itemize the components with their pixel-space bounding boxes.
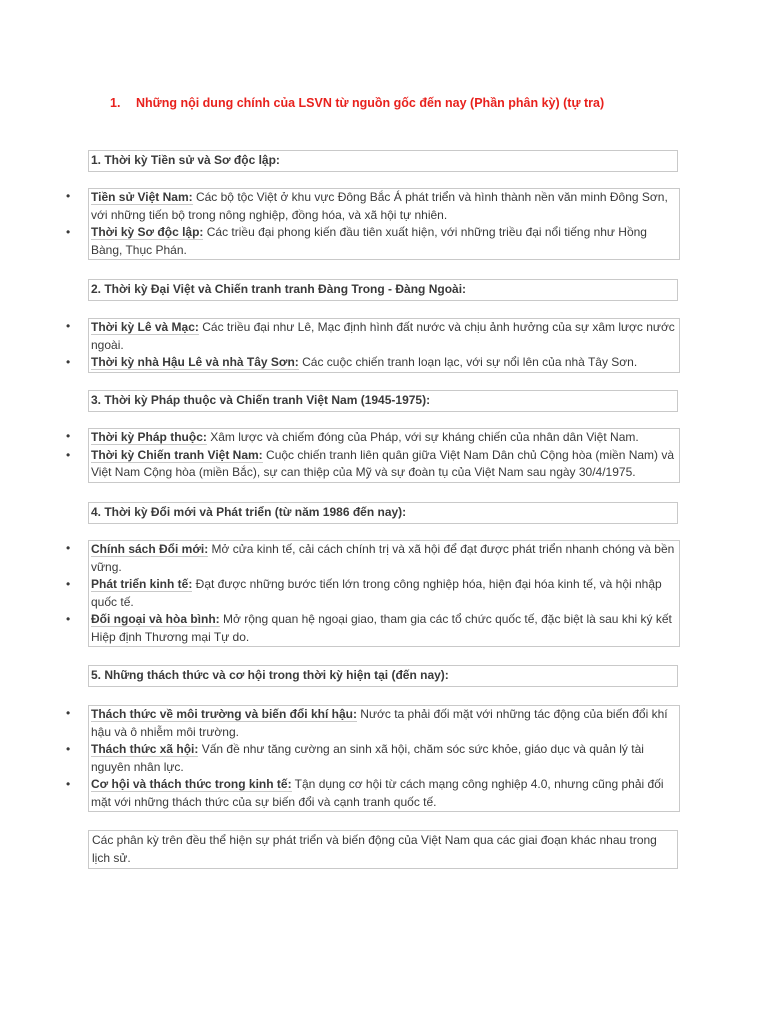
bullet-icon: • [66, 612, 71, 626]
bullet-icon: • [66, 706, 71, 720]
section-title-box-1 [88, 150, 678, 172]
item-term: Thời kỳ Pháp thuộc: [91, 430, 207, 444]
list-item [62, 188, 680, 224]
section-list-1 [62, 188, 680, 260]
section-list-2 [62, 318, 680, 373]
bullet-icon: • [66, 777, 71, 791]
item-text: Các bộ tộc Việt ở khu vực Đông Bắc Á phát triển và hình thành nền văn minh Đông Sơn, với những tiến bộ trong nông nghiệp, đồng hóa, và xã hội tự nhiên. [91, 190, 668, 222]
section-title-box-2 [88, 279, 678, 301]
item-term: Thời kỳ Chiến tranh Việt Nam: [91, 447, 263, 462]
item-term: Thời kỳ Lê và Mạc: [91, 320, 199, 334]
item-term: Thách thức xã hội: [91, 742, 199, 756]
section-title-box-3 [88, 390, 678, 412]
bullet-icon: • [66, 447, 71, 462]
section-title: 2. Thời kỳ Đại Việt và Chiến tranh tranh Đàng Trong - Đàng Ngoài: [91, 282, 467, 296]
conclusion-box [88, 830, 678, 869]
bullet-icon: • [66, 319, 71, 333]
section-list-3 [62, 428, 680, 483]
section-title-box-4 [88, 502, 678, 524]
list-item [62, 540, 680, 576]
item-term: Tiền sử Việt Nam: [91, 190, 193, 204]
bullet-icon: • [66, 742, 71, 756]
heading-text: Những nội dung chính của LSVN từ nguồn gốc đến nay (Phần phân kỳ) (tự tra) [136, 96, 605, 110]
item-text: Nước ta phải đối mặt với những tác động của biến đổi khí hậu và ô nhiễm môi trường. [91, 707, 668, 739]
item-term: Thời kỳ Sơ độc lập: [91, 225, 204, 239]
item-text: Mở rộng quan hệ ngoại giao, tham gia các tổ chức quốc tế, đặc biệt là sau khi ký kết Hiệp định Thương mại Tự do. [91, 612, 672, 644]
section-title: 5. Những thách thức và cơ hội trong thời kỳ hiện tại (đến nay): [91, 668, 449, 682]
bullet-icon: • [66, 429, 71, 443]
section-title: 4. Thời kỳ Đổi mới và Phát triển (từ năm 1986 đến nay): [91, 505, 407, 519]
bullet-icon: • [66, 541, 71, 555]
item-text: Các triều đại như Lê, Mạc định hình đất nước và chịu ảnh hưởng của sự xâm lược nước ngoài. [91, 320, 675, 352]
list-item [62, 611, 680, 647]
item-term: Đối ngoại và hòa bình: [91, 612, 220, 626]
section-list-4 [62, 540, 680, 647]
item-text: Tận dụng cơ hội từ cách mạng công nghiệp 4.0, nhưng cũng phải đối mặt với những thách thức của sự biến đổi và cạnh tranh quốc tế. [91, 777, 664, 809]
item-term: Thách thức về môi trường và biến đổi khí hậu: [91, 707, 357, 721]
section-list-5 [62, 705, 680, 812]
item-text: Đạt được những bước tiến lớn trong công nghiệp hóa, hiện đại hóa kinh tế, và hội nhập quốc tế. [91, 577, 662, 609]
item-term: Phát triển kinh tế: [91, 577, 193, 591]
bullet-icon: • [66, 225, 71, 239]
list-item [62, 705, 680, 741]
list-item [62, 354, 680, 373]
item-text: Các triều đại phong kiến đầu tiên xuất hiện, với những triều đại nổi tiếng như Hồng Bàng, Thục Phán. [91, 225, 647, 257]
list-item [62, 224, 680, 260]
list-item [62, 447, 680, 483]
item-text: Xâm lược và chiếm đóng của Pháp, với sự kháng chiến của nhân dân Việt Nam. [206, 430, 639, 444]
list-item [62, 428, 680, 447]
list-item [62, 776, 680, 812]
item-text: Vấn đề như tăng cường an sinh xã hội, chăm sóc sức khỏe, giáo dục và quản lý tài nguyên nhân lực. [91, 742, 644, 774]
bullet-icon: • [66, 355, 71, 369]
bullet-icon: • [66, 577, 71, 591]
item-term: Thời kỳ nhà Hậu Lê và nhà Tây Sơn: [91, 355, 299, 369]
section-title-box-5 [88, 665, 678, 687]
conclusion-text: Các phân kỳ trên đều thể hiện sự phát triển và biến động của Việt Nam qua các giai đoạn khác nhau trong lịch sử. [92, 833, 657, 865]
list-item [62, 741, 680, 776]
bullet-icon: • [66, 189, 71, 203]
item-text: Cuộc chiến tranh liên quân giữa Việt Nam Dân chủ Cộng hòa (miền Nam) và Việt Nam Cộng hòa (miền Bắc), sự can thiệp của Mỹ và sự đoàn tụ của Việt Nam sau ngày 30/4/1975. [91, 447, 675, 479]
item-text: Các cuộc chiến tranh loạn lạc, với sự nổi lên của nhà Tây Sơn. [298, 355, 638, 369]
item-text: Mở cửa kinh tế, cải cách chính trị và xã hội để đạt được phát triển nhanh chóng và bền vững. [91, 542, 675, 574]
heading-number: 1. [110, 96, 121, 110]
list-item [62, 576, 680, 611]
section-title: 1. Thời kỳ Tiền sử và Sơ độc lập: [91, 153, 280, 167]
section-title: 3. Thời kỳ Pháp thuộc và Chiến tranh Việt Nam (1945-1975): [91, 393, 431, 407]
item-term: Cơ hội và thách thức trong kinh tế: [91, 777, 292, 791]
list-item [62, 318, 680, 354]
item-term: Chính sách Đổi mới: [91, 542, 209, 556]
